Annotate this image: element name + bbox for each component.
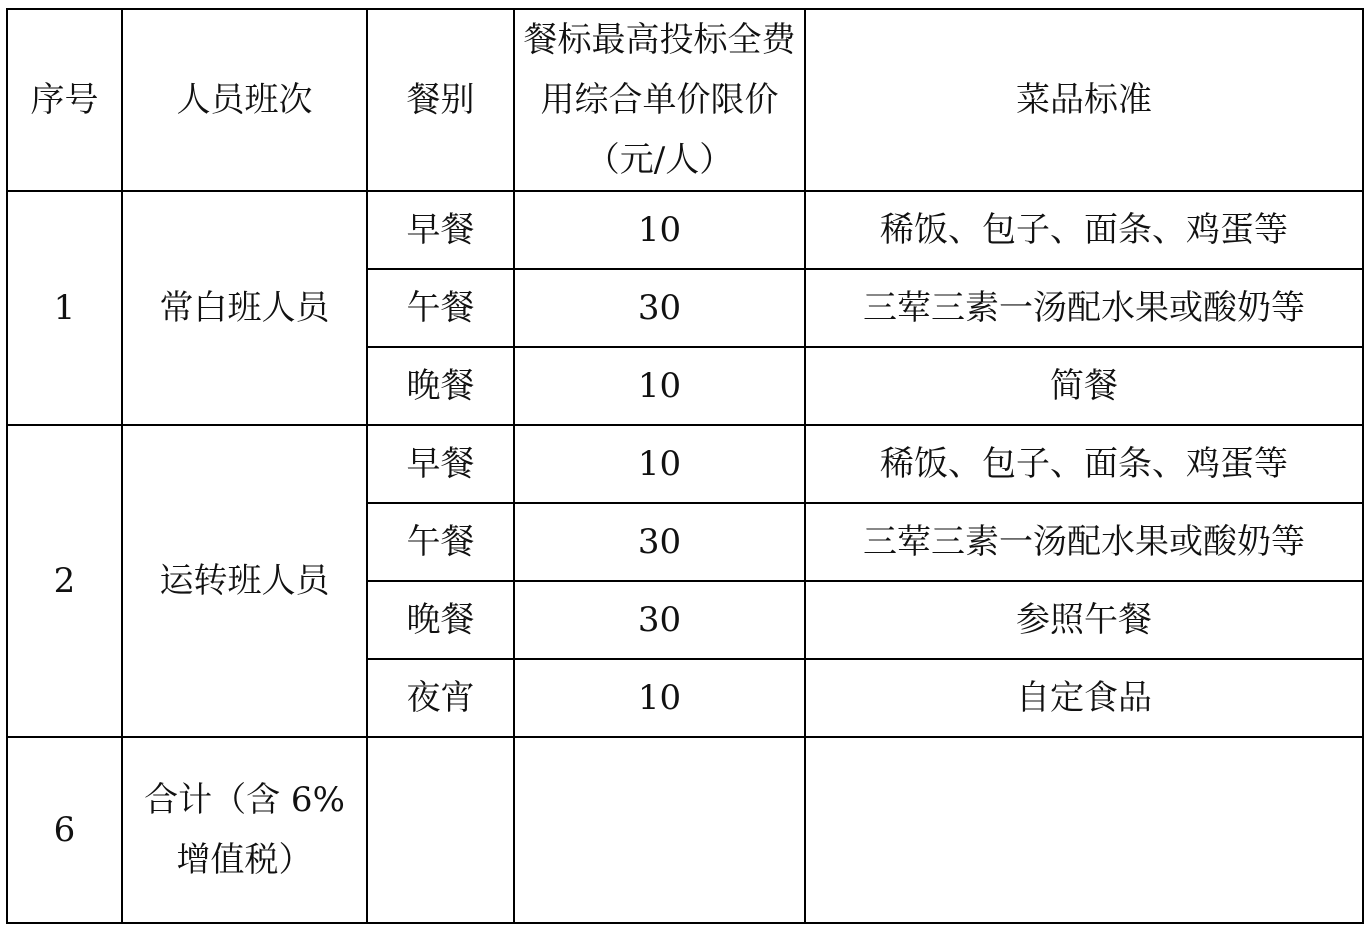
total-price xyxy=(514,737,805,923)
row-menu: 稀饭、包子、面条、鸡蛋等 xyxy=(805,425,1363,503)
row-menu: 三荤三素一汤配水果或酸奶等 xyxy=(805,503,1363,581)
row-price: 10 xyxy=(514,425,805,503)
table-row xyxy=(7,425,1363,503)
row-price: 30 xyxy=(514,269,805,347)
row-meal: 晚餐 xyxy=(367,347,514,425)
row-price: 10 xyxy=(514,659,805,737)
total-menu xyxy=(805,737,1363,923)
row-meal: 早餐 xyxy=(367,425,514,503)
header-price: 餐标最高投标全费用综合单价限价（元/人） xyxy=(514,9,805,191)
table-row xyxy=(7,191,1363,269)
row-meal: 午餐 xyxy=(367,503,514,581)
header-meal: 餐别 xyxy=(367,9,514,191)
row-price: 30 xyxy=(514,581,805,659)
row-no: 1 xyxy=(7,191,122,425)
row-menu: 稀饭、包子、面条、鸡蛋等 xyxy=(805,191,1363,269)
total-label: 合计（含 6%增值税） xyxy=(122,737,367,923)
row-price: 10 xyxy=(514,191,805,269)
row-meal: 晚餐 xyxy=(367,581,514,659)
row-menu: 三荤三素一汤配水果或酸奶等 xyxy=(805,269,1363,347)
row-no: 2 xyxy=(7,425,122,737)
total-no: 6 xyxy=(7,737,122,923)
row-menu: 自定食品 xyxy=(805,659,1363,737)
row-meal: 夜宵 xyxy=(367,659,514,737)
header-group: 人员班次 xyxy=(122,9,367,191)
total-row xyxy=(7,737,1363,923)
row-price: 30 xyxy=(514,503,805,581)
row-menu: 简餐 xyxy=(805,347,1363,425)
row-group-name: 常白班人员 xyxy=(122,191,367,425)
header-menu: 菜品标准 xyxy=(805,9,1363,191)
row-meal: 早餐 xyxy=(367,191,514,269)
row-menu: 参照午餐 xyxy=(805,581,1363,659)
header-no: 序号 xyxy=(7,9,122,191)
table-header-row xyxy=(7,9,1363,191)
row-group-name: 运转班人员 xyxy=(122,425,367,737)
total-meal xyxy=(367,737,514,923)
meal-standard-table xyxy=(6,8,1364,924)
row-meal: 午餐 xyxy=(367,269,514,347)
row-price: 10 xyxy=(514,347,805,425)
